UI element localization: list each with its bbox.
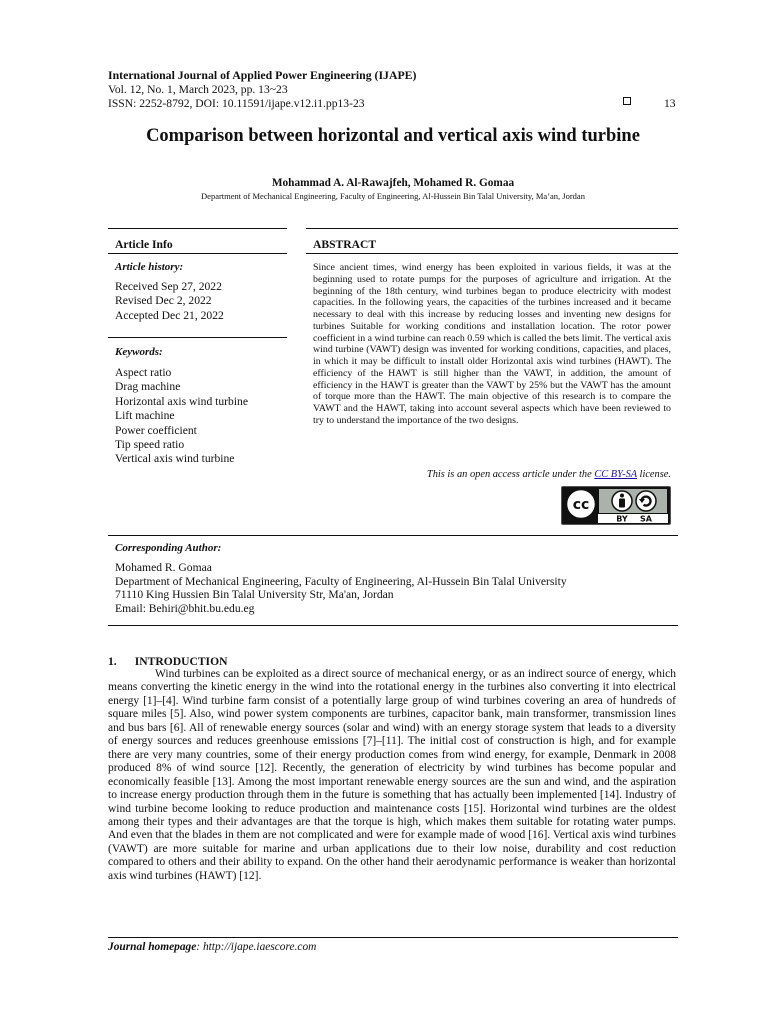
corresponding-author-department: Department of Mechanical Engineering, Faculty of Engineering, Al-Hussein Bin Talal University (115, 574, 567, 588)
svg-text:BY: BY (616, 514, 628, 523)
keyword-item: Lift machine (115, 409, 175, 423)
history-received: Received Sep 27, 2022 (115, 280, 222, 293)
corresponding-author-details (115, 561, 567, 615)
article-history-label: Article history: (115, 261, 184, 273)
corresponding-bottom-rule (108, 625, 678, 626)
corresponding-author-label: Corresponding Author: (115, 542, 222, 554)
author-list: Mohammad A. Al-Rawajfeh, Mohamed R. Gomaa (271, 177, 515, 189)
keyword-item: Drag machine (115, 380, 181, 394)
journal-name: International Journal of Applied Power Engineering (IJAPE) (108, 68, 417, 82)
introduction-text: Wind turbines can be exploited as a direct source of mechanical energy, or as an indirect source of energy, which means converting the kinetic energy in the wind into the rotational energy in the turbines also converting it into electrical energy [1]–[4]. Wind turbine farm consist of a potentially large group of wind turbines covering an area of hundreds of square miles [5]. Also, wind power system components are turbines, capacitor bank, main transformer, transmission lines and bus bars [6]. All of renewable energy sources (solar and wind) with an energy storage system that leads to a diversity of energy sources and reduces greenhouse emissions [7]–[11]. The initial cost of construction is high, and for example there are very many countries, some of their energy production comes from wind energy, for example, Denmark in 2008 produced 8% of wind source [12]. Recently, the generation of electricity by wind turbines has become popular and economically feasible [13]. Among the most important renewable energy sources are the sun and wind, and the aspiration to increase energy production through them in the future is something that has actually been implemented [14]. Industry of wind turbine become looking to reduce production and maintenance costs [15]. Horizontal wind turbines are the oldest among their types and their advantages are that the torque is high, which makes them suitable for rotating water pumps. And even that the blades in them are not complicated and were for example made of wood [16]. Vertical axis wind turbines (VAWT) are more suitable for marine and urban applications due to their low noise, durability and cost reduction compared to others and their ability to expand. On the other hand their aerodynamic performance is weaker than horizontal axis wind turbines (HAWT) [12]. (108, 668, 676, 882)
corresponding-author-email: Email: Behiri@bhit.bu.edu.eg (115, 601, 255, 615)
share-alike-icon (636, 491, 656, 511)
article-info-top-rule (108, 228, 287, 229)
keyword-item: Aspect ratio (115, 366, 172, 379)
paper-title: Comparison between horizontal and vertical axis wind turbine (146, 126, 640, 146)
keywords-top-rule (108, 337, 287, 338)
history-accepted: Accepted Dec 21, 2022 (115, 308, 224, 322)
corresponding-top-rule (108, 535, 678, 536)
footer-label: Journal homepage (108, 941, 197, 953)
keyword-item: Power coefficient (115, 423, 197, 437)
corresponding-author-address: 71110 King Hussien Bin Talal University Str, Ma'an, Jordan (115, 588, 394, 602)
keyword-list (115, 366, 248, 467)
open-access-notice (313, 469, 671, 480)
section-title: INTRODUCTION (134, 655, 228, 668)
article-info-heading-rule (108, 253, 287, 254)
abstract-heading-rule (306, 253, 678, 254)
open-access-prefix: This is an open access article under the (426, 469, 595, 480)
corresponding-author-name: Mohamed R. Gomaa (115, 561, 212, 574)
keyword-item: Tip speed ratio (115, 438, 185, 452)
open-access-suffix: license. (636, 469, 671, 480)
article-info-heading: Article Info (115, 238, 173, 251)
cc-badge-graphic (562, 487, 669, 523)
abstract-heading: ABSTRACT (313, 238, 377, 251)
journal-homepage-footer (108, 941, 316, 953)
page-number: 13 (664, 97, 676, 110)
article-history-list (115, 280, 224, 323)
square-bullet-icon (623, 97, 631, 105)
keyword-item: Vertical axis wind turbine (115, 452, 235, 466)
volume-line: Vol. 12, No. 1, March 2023, pp. 13~23 (108, 83, 288, 96)
abstract-text: Since ancient times, wind energy has been exploited in various fields, it was at the beginning used to rotate pumps for the purposes of agriculture and irrigation. At the beginning of the 18th century, wind turbines began to produce electricity with modest capacities. In the following years, the capacities of the turbines increased and it became necessary to deal with this increase by reducing losses and inventing new designs for turbines Suitable for working conditions and installation location. The rotor power coefficient in a wind turbine can reach 0.59 which is called the bets limit. The vertical axis wind turbine (VAWT) design was invented for working conditions, capacities, and places, in which it may be difficult to install older Horizontal axis wind turbines (HAWT). The efficiency of the HAWT is still higher than the VAWT, in addition, the amount of efficiency in the HAWT is greater than the VAWT by 25% but the VAWT has the amount of torque more than the HAWT. The main objective of this research is to compare the VAWT and the HAWT, taking into account several aspects which have been reviewed to try to understand the importance of the two designs. (313, 262, 671, 426)
history-revised: Revised Dec 2, 2022 (115, 294, 212, 308)
svg-text:cc: cc (572, 497, 590, 513)
abstract-top-rule (306, 228, 678, 229)
keywords-label: Keywords: (115, 346, 163, 358)
keyword-item: Horizontal axis wind turbine (115, 394, 248, 408)
issn-doi-line: ISSN: 2252-8792, DOI: 10.11591/ijape.v12.i1.pp13-23 (108, 97, 365, 110)
svg-text:SA: SA (640, 514, 652, 523)
introduction-heading (108, 655, 227, 668)
author-affiliation: Department of Mechanical Engineering, Faculty of Engineering, Al-Hussein Bin Talal University, Ma’an, Jordan (201, 191, 585, 201)
section-number: 1. (108, 655, 117, 668)
journal-homepage-url[interactable]: : http://ijape.iaescore.com (196, 941, 317, 953)
cc-by-sa-license-link[interactable]: CC BY-SA (594, 469, 637, 480)
footer-rule (108, 937, 678, 938)
cc-by-sa-badge[interactable] (561, 486, 671, 525)
